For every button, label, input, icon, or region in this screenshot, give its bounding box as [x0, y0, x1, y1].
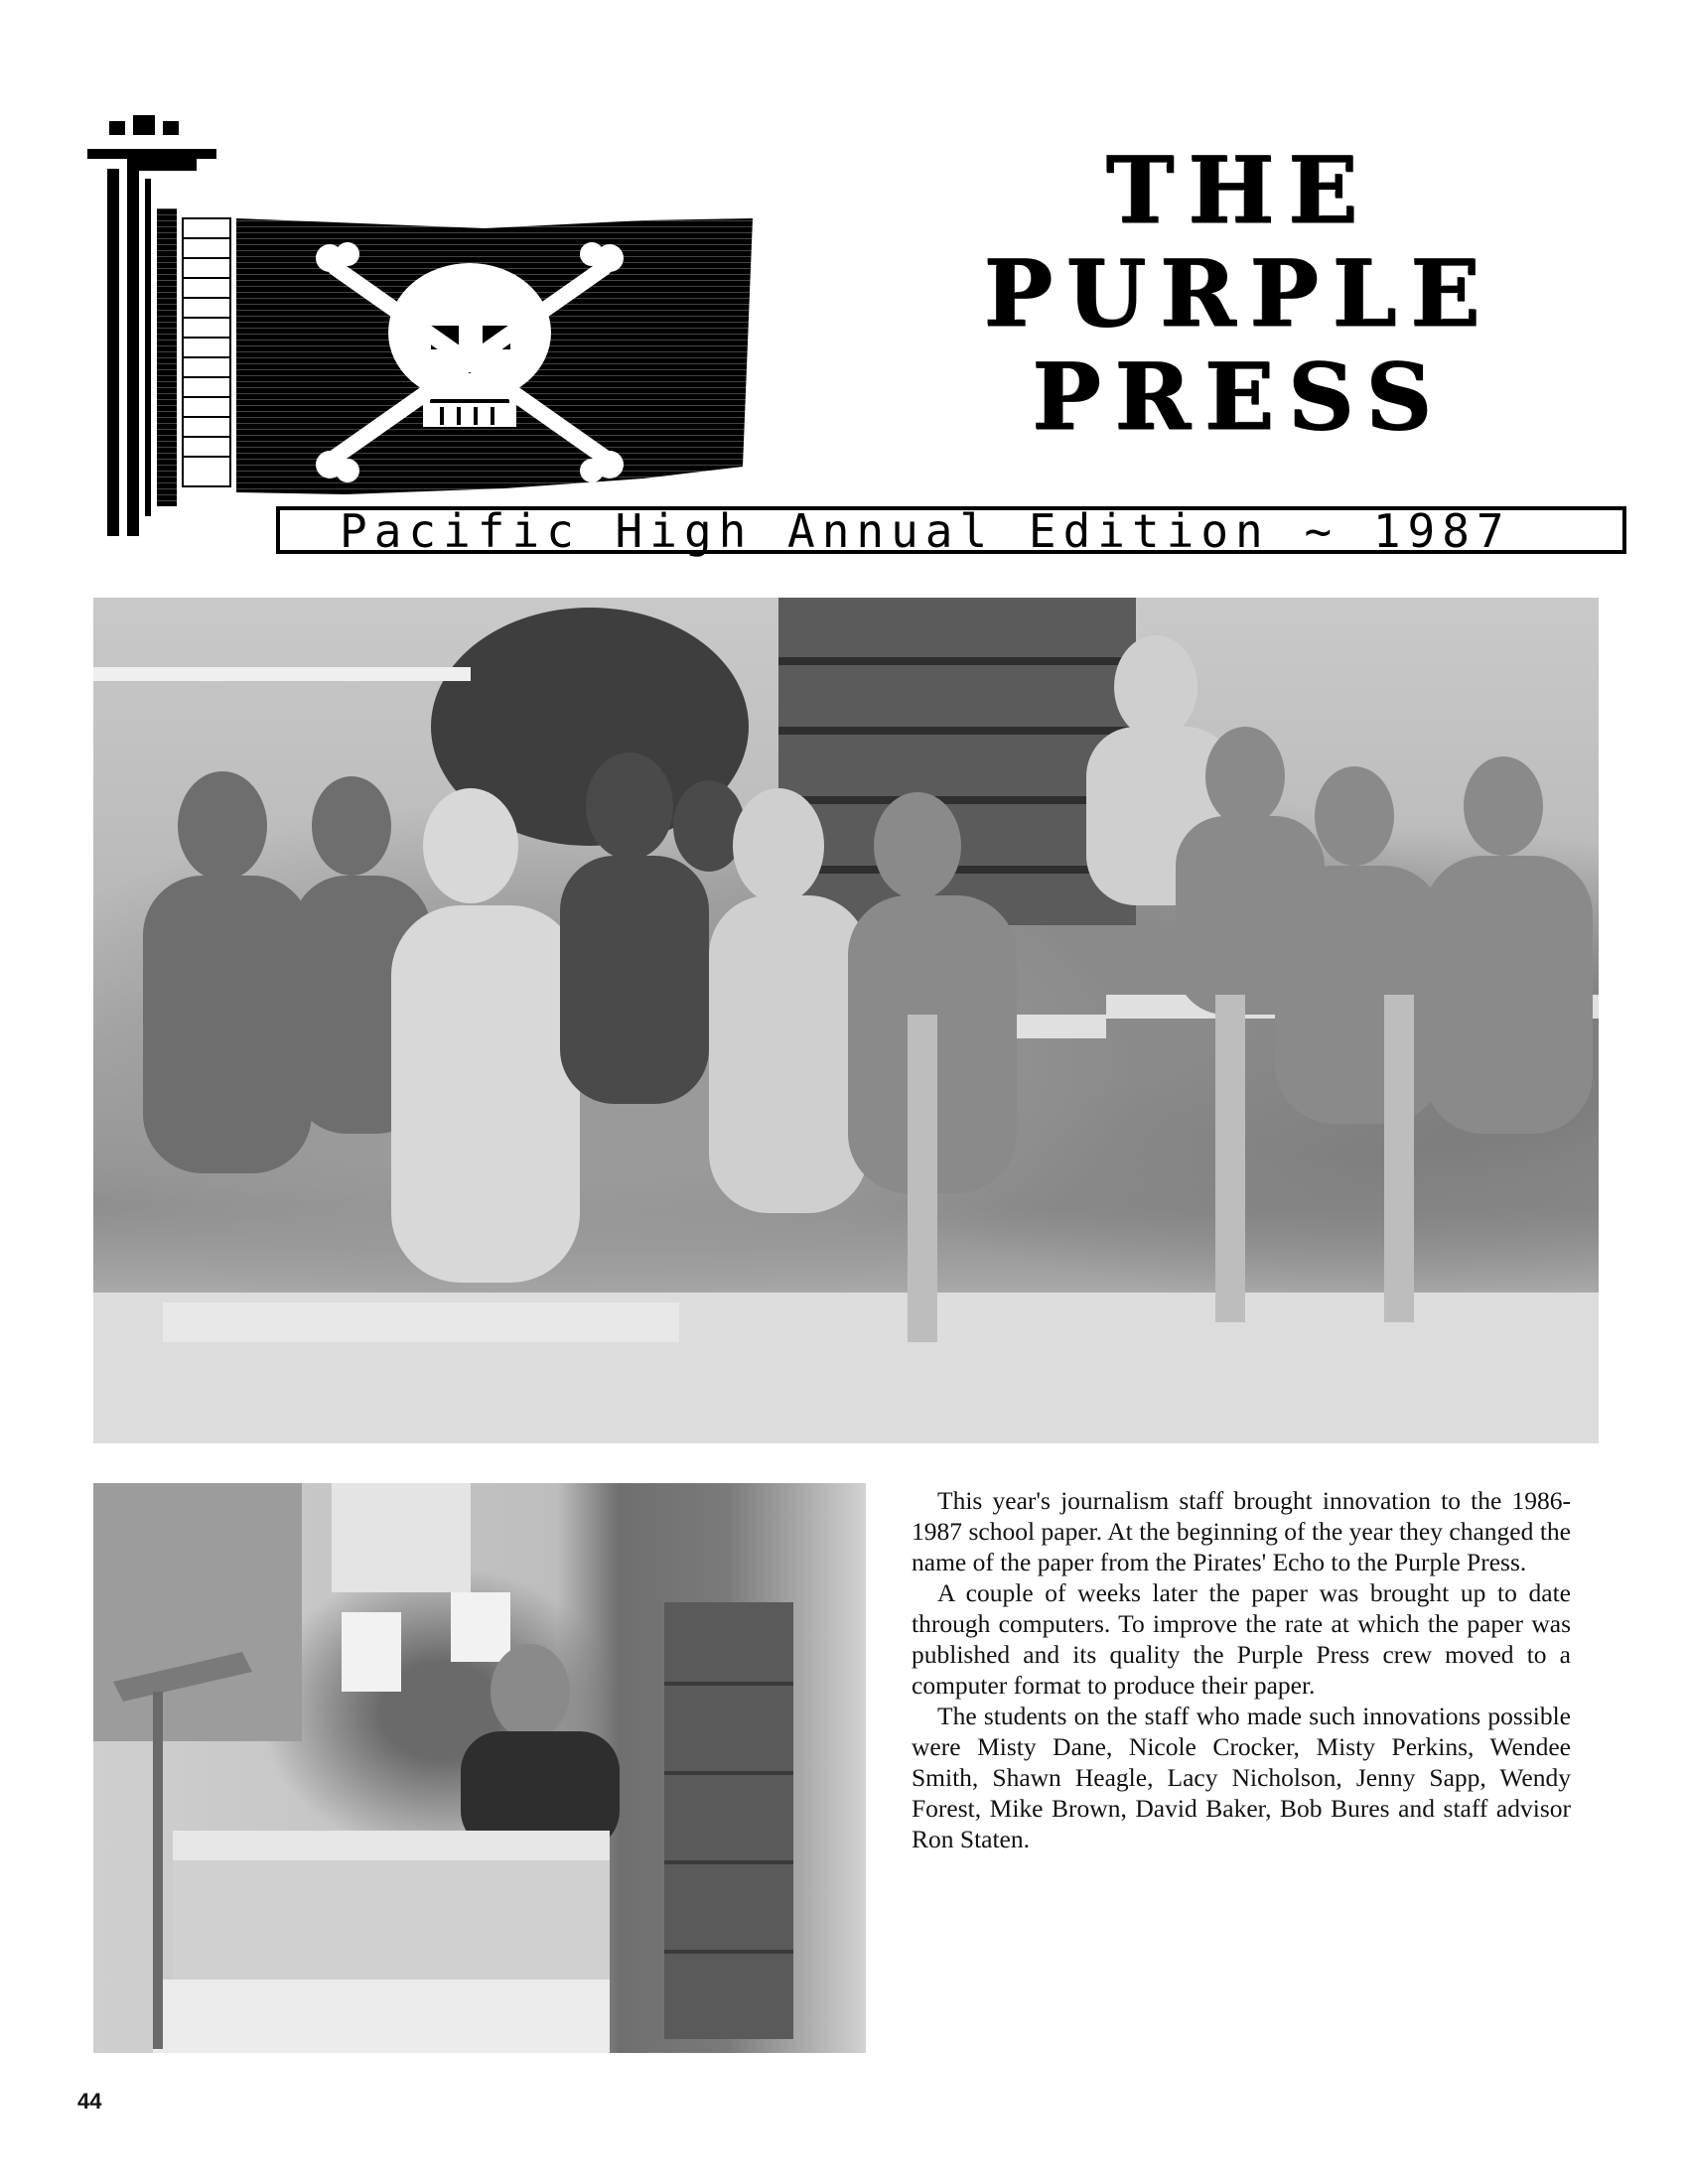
staff-group-photo: [93, 598, 1599, 1443]
pirate-flag-icon: [87, 109, 782, 536]
title-line-3: PRESS: [1032, 343, 1447, 451]
advisor-desk-photo: [93, 1483, 866, 2053]
page-number: 44: [77, 2089, 102, 2114]
article-paragraph: This year's journalism staff brought innovation to the 1986-1987 school paper. At the beginning of the year they changed the name of the paper from the Pirates' Echo to the Purple Press.: [912, 1486, 1571, 1576]
masthead: [87, 109, 1626, 576]
article-paragraph: A couple of weeks later the paper was brought up to date through computers. To improve the rate at which the paper was published and its quality the Purple Press crew moved to a computer format to produce their paper.: [912, 1578, 1571, 1700]
edition-banner: [276, 504, 1626, 558]
edition-banner-text: Pacific High Annual Edition ~ 1987: [340, 504, 1511, 558]
newspaper-title: [862, 139, 1617, 477]
title-line-2: PURPLE: [984, 240, 1494, 347]
article-body: [912, 1485, 1571, 1854]
article-paragraph: The students on the staff who made such innovations possible were Misty Dane, Nicole Crocker, Misty Perkins, Wendee Smith, Shawn Heagle, Lacy Nicholson, Jenny Sapp, Wendy Forest, Mike Brown, David Baker, Bob Bures and staff advisor Ron Staten.: [912, 1702, 1571, 1853]
title-line-1: THE: [1106, 137, 1372, 244]
